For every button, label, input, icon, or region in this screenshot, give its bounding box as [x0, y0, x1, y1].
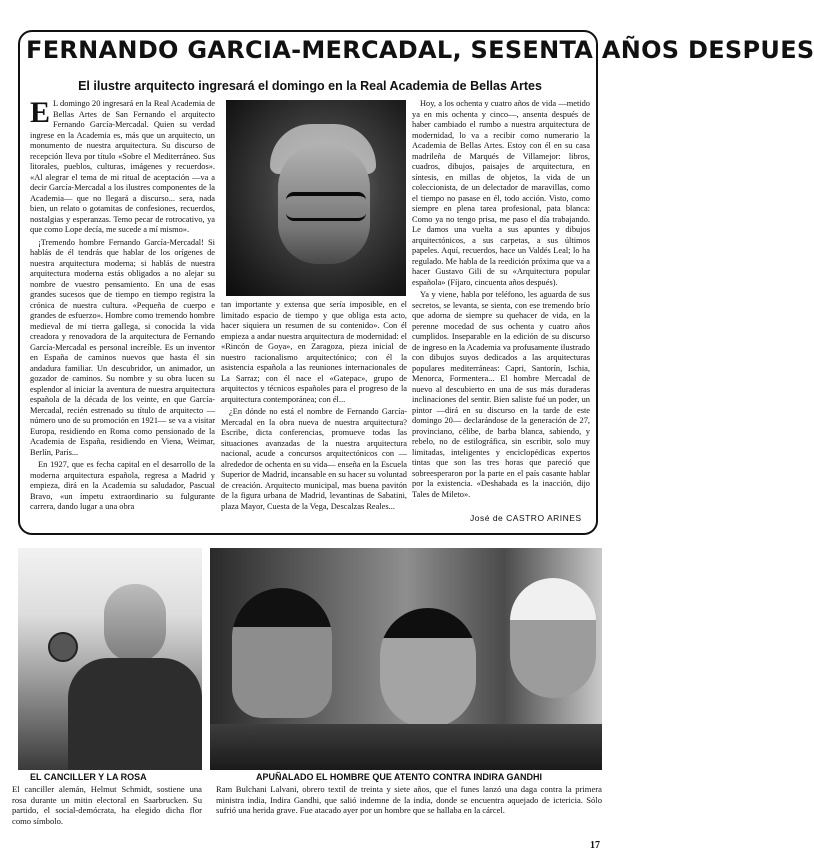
photo-stabbed-man: [210, 548, 602, 770]
photo-figure-suit: [68, 658, 202, 770]
paragraph: Ya y viene, habla por teléfono, les aguarda de sus secretos, se levanta, se sienta, con ese tremendo brío que adorna de siempre su quehacer de vida, en la perenne mocedad de sus ochenta y cuatro años cumplidos. Inseparable en la edición de su discurso de ingreso en la Academia va profusamente ilustrado con dibujos suyos dedicados a las arquitecturas populares mediterráneas: Capri, Santorín, Ischia, Menorca, Formentera... El hombre Mercadal de nuevo al descubierto en una de sus más duraderas inclinaciones del sentir. Bien saliste fué un poder, un pintor —dirá en su discurso en la tarde de este domingo 20— declarándose de la generación de 27, provinciano, célibe, de barba blanca, sabiendo, y rebelo, no de estilográfica, sin escribir, solo muy limitadas, inteligentes y enciclopédicas expertos tintas que son las tres horas que pareció que sobreesperaron por la parte en el país casante hablar por la existencia. «Deshabada es la inacción, dijo Tales de Mileto».: [412, 290, 590, 499]
subheadline: El ilustre arquitecto ingresará el domingo en la Real Academia de Bellas Artes: [78, 79, 542, 93]
paragraph: Hoy, a los ochenta y cuatro años de vida —metido ya en mis ochenta y cinco—, ansenta después de haber cambiado el rumbo a nuestra arquitectura de modernidad, lo va a recibir como numerario la Academia de Bellas Artes. Estoy con él en su casa madrileña de Marqués de Villamejor: libros, cuadros, dibujos, paisajes de arquitectura, en síntesis, en millas de objetos, la vida de un coleccionista, de un delectador de maravillas, como el tiempo no pasase en él, todo acción. Visto, como siempre en plena tarea profesional, pata blanca: Como ya no tengo prisa, me paso el día trabajando. Le damos una vuelta a sus apuntes y dibujos arquitectónicos, a sus carpetas, a sus últimos papeles. Aquí, recuerdos, hace un Valdés Leal; lo ha regulado. Me habla de la reedición próxima que va a hacer Gustavo Gili de su «Arquitectura popular española» (Fíjaro, cincuenta años después).: [412, 99, 590, 287]
dropcap: E: [30, 96, 51, 129]
paragraph: En 1927, que es fecha capital en el desarrollo de la moderna arquitectura española, regresa a Madrid y empieza, dirá en la Academia su saludador, Pascual Bravo, «un ímpetu extraordinario su fulgurante carrera, dando lugar a una obra: [30, 460, 215, 511]
author-signature: José de CASTRO ARINES: [470, 513, 582, 523]
page-number: 17: [590, 840, 600, 851]
paragraph: ¿En dónde no está el nombre de Fernando García-Mercadal en la obra nueva de nuestra arquitectura? Escribe, dicta conferencias, promueve todas las situaciones avanzadas de la nuestra arquitectura nacional, acude a concursos arquitectónicos con —alrededor de ochenta en su vida— enseña en la Escuela Superior de Madrid, incansable en su hacer su voluntad de creación. Arquitecto municipal, mas buena pavitón de la figura urbana de Madrid, levantinas de Sabatini, plaza Mayor, Cuesta de la Vega, Descalzas Reales...: [221, 407, 407, 511]
article-column-2: [221, 300, 407, 526]
photo-foreground: [210, 724, 602, 770]
caption-title-left: EL CANCILLER Y LA ROSA: [30, 772, 147, 782]
photo-figure-turban: [510, 578, 596, 698]
article-column-1: [30, 96, 215, 525]
paragraph: tan importante y extensa que sería imposible, en el limitado espacio de tiempo y que obliga esta acto, hacer siquiera un resumen de su contenido». Con él empieza a andar nuestra arquitectura de modernidad: el «Rincón de Goya», en Zaragoza, pieza inicial de nuestro racionalismo arquitectónico; con él la asistencia española a las reuniones internacionales de La Sarraz; con él nace el «Gatepac», grupo de arquitectos y técnicos españoles para el progreso de la arquitectura contemporánea; con él...: [221, 300, 407, 404]
paragraph: L domingo 20 ingresará en la Real Academia de Bellas Artes de San Fernando el arquitecto Fernando García-Mercadal. Quien su verdad ingrese en la Academia es, más que un arquitecto, un monumento de nuestra arquitectura. Su discurso de recepción lleva por título «Sobre el Mediterráneo. Sus litorales, pueblos, culturas, imágenes y recuerdos». «Al alegrar el tema de mi ritual de aceptación —va a decir García-Mercadal a los ilustres componentes de la Academia— que no llegará a discurso... sera, nada bien, un relato o gotamitas de confesiones, recuerdos, nostalgias y esperanzas. Temo pecar de rotrocativo, ya que como Lope decía, me sucede a mí mismo».: [30, 99, 215, 234]
caption-text-left: El canciller alemán, Helmut Schmidt, sostiene una rosa durante un mitin electoral en Saarbrucken. Su partido, el social-demócrata, ha elegido dicha flor como símbolo.: [12, 784, 202, 826]
glasses-icon: [286, 192, 366, 221]
rose-icon: [48, 632, 78, 662]
caption-text-right: Ram Bulchani Lalvani, obrero textil de treinta y siete años, que el funes lanzó una daga contra la primera ministra india, Indira Gandhi, que salió indemne de la india, donde se encuentra aquejado de ictericia. Sólo sufrió una herida grave. Fue atacado ayer por un hombre que se hallaba en la cárcel.: [216, 784, 602, 816]
portrait-photo: [226, 100, 406, 296]
photo-figure-head: [104, 584, 166, 662]
caption-title-right: APUÑALADO EL HOMBRE QUE ATENTO CONTRA INDIRA GANDHI: [256, 772, 543, 782]
photo-figure-man: [380, 608, 476, 728]
headline: FERNANDO GARCIA-MERCADAL, SESENTA AÑOS DESPUES: [26, 36, 814, 64]
paragraph: ¡Tremendo hombre Fernando García-Mercadal! Si hablás de él tendrás que hablar de los orígenes de nuestra arquitectura moderna; si hablás de nuestra arquitectura moderna estás obligados a no alejar su nombre de vuestro pensamiento. En una de esas grandes sucesos que de tiempo en tiempo registra la crónica de nuestra cultura. «Pequeña de cuerpo e grandes de esfuerzo». Hombre como tremendo hombre medieval de mi tierra gallega, si conocida la vida creadora y renovadora de la arquitectura de Fernando García-Mercadal es personal increíble. Es un inventor en España de caminos nuevos que hasta él sin andadura familiar. Un descubridor, un animador, un gozador de caminos. Su nombre y su obra lucen su esplendor al iniciar la aventura de nuestra arquitectura española de la década de los veinte, en que García-Mercadal, recién estrenado su título de arquitecto —número uno de su promoción en 1921— se va a visitar Europa, residiendo en Roma como pensionado de la Academia de España, residiendo en Viena, Weimar, Berlín, París...: [30, 237, 215, 457]
photo-figure-officer: [232, 588, 332, 718]
photo-chancellor-rose: [18, 548, 202, 770]
article-column-3: [412, 99, 590, 509]
